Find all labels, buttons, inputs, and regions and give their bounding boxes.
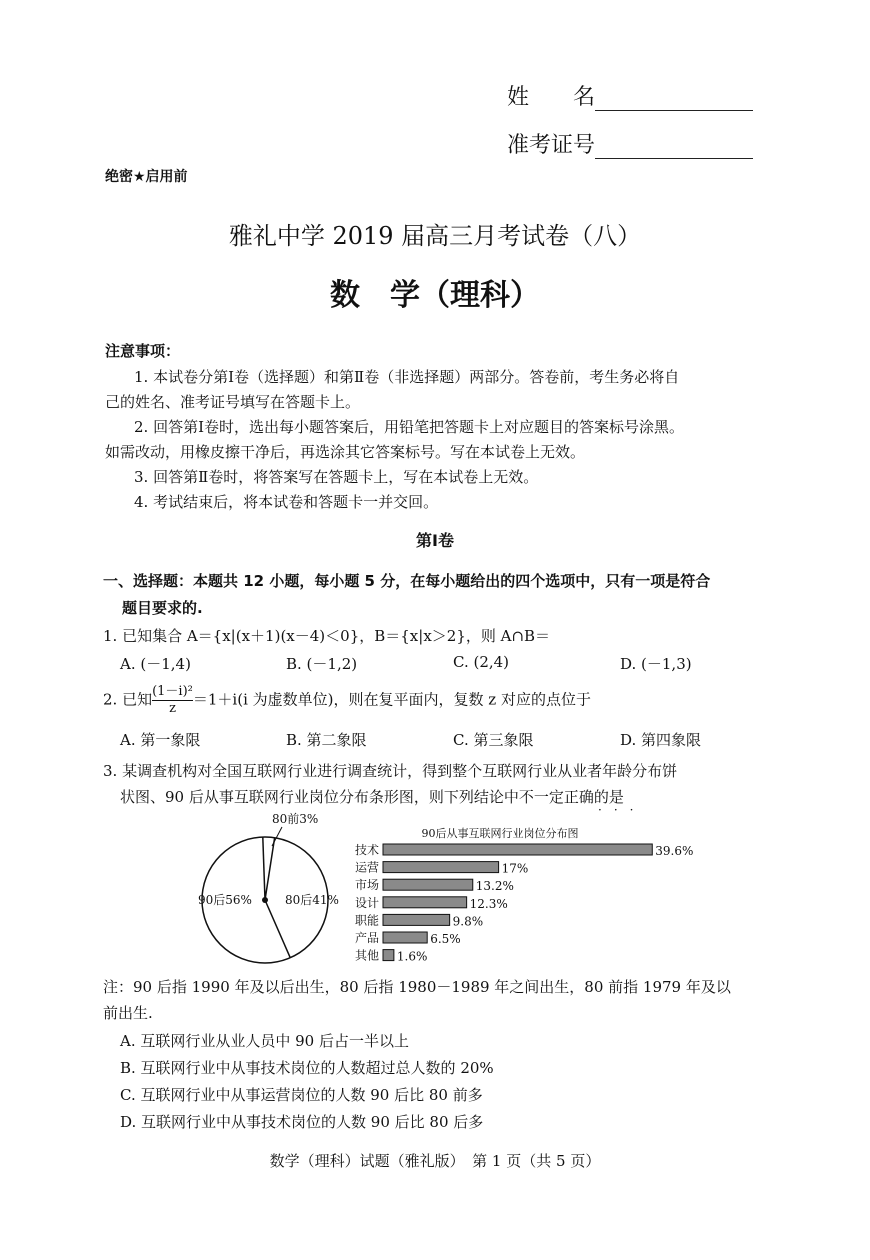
part-heading: 第Ⅰ卷: [416, 531, 454, 550]
bar: [383, 950, 394, 961]
q2-denominator: z: [169, 701, 176, 716]
name-blank: [595, 88, 753, 111]
bar: [383, 932, 427, 943]
bar: [383, 844, 652, 855]
q3-stem-cont: 状图、90 后从事互联网行业岗位分布条形图，则下列结论中不一定正确的是: [120, 788, 624, 806]
pie-label: 90后56%: [198, 893, 252, 907]
q2-pre: 2. 已知: [103, 690, 153, 709]
bar: [383, 897, 467, 908]
note-item: 如需改动，用橡皮擦干净后，再选涂其它答案标号。写在本试卷上无效。: [105, 443, 586, 461]
pie-label: 80前3%: [272, 812, 319, 826]
age-pie-chart: [198, 812, 339, 963]
note-item: 4. 考试结束后，将本试卷和答题卡一并交回。: [134, 493, 439, 511]
bar-value-label: 12.3%: [469, 896, 508, 911]
bar-value-label: 9.8%: [452, 914, 484, 929]
q2-stem: [103, 684, 591, 717]
q1-option-b: B. (－1,2): [286, 655, 358, 673]
job-bar-chart: [355, 826, 693, 964]
name-label: 姓 名: [507, 85, 596, 110]
q3-note: 注：90 后指 1990 年及以后出生，80 后指 1980－1989 年之间出生，80 前指 1979 年及以: [103, 978, 731, 996]
bar-chart-title: 90后从事互联网行业岗位分布图: [421, 827, 579, 840]
q3-stem: 3. 某调查机构对全国互联网行业进行调查统计，得到整个互联网行业从业者年龄分布饼: [103, 762, 678, 780]
q2-option-a: A. 第一象限: [120, 731, 201, 749]
bar-value-label: 13.2%: [475, 879, 514, 894]
bar-category-label: 设计: [354, 895, 379, 910]
q2-option-c: C. 第三象限: [453, 731, 534, 749]
id-blank: [595, 136, 753, 159]
pie-label-leader: [272, 827, 282, 846]
bar-category-label: 其他: [354, 948, 379, 963]
pie-slice-boundary: [263, 837, 265, 900]
bar-category-label: 运营: [354, 860, 379, 875]
bar-category-label: 职能: [354, 913, 379, 928]
id-field: [507, 128, 753, 159]
q2-numerator: (1－i)²: [152, 684, 193, 699]
bar-category-label: 技术: [354, 843, 379, 857]
q3-option-d: D. 互联网行业中从事技术岗位的人数 90 后比 80 后多: [120, 1113, 484, 1131]
bar-value-label: 1.6%: [396, 949, 428, 964]
bar-category-label: 产品: [354, 931, 379, 945]
bar: [383, 879, 473, 890]
note-item: 3. 回答第Ⅱ卷时，将答案写在答题卡上，写在本试卷上无效。: [134, 468, 539, 486]
exam-title: 雅礼中学 2019 届高三月考试卷（八）: [228, 222, 642, 250]
name-field: [507, 80, 753, 111]
q3-option-b: B. 互联网行业中从事技术岗位的人数超过总人数的 20%: [120, 1059, 494, 1077]
q2-fraction: [152, 684, 193, 717]
page-footer: 数学（理科）试题（雅礼版） 第 1 页（共 5 页）: [269, 1152, 601, 1170]
bar-category-label: 市场: [354, 878, 379, 893]
pie-slice-boundary: [265, 900, 290, 958]
note-item: 1. 本试卷分第Ⅰ卷（选择题）和第Ⅱ卷（非选择题）两部分。答卷前，考生务必将自: [134, 368, 680, 386]
q2-option-b: B. 第二象限: [286, 731, 367, 749]
section-heading-cont: 题目要求的.: [122, 599, 203, 617]
notes-heading: 注意事项：: [105, 342, 181, 360]
bar: [383, 862, 499, 873]
emphasis-dots: ···: [598, 803, 646, 817]
bar-value-label: 39.6%: [655, 844, 694, 858]
q1-option-c: C. (2,4): [453, 653, 510, 671]
id-label: 准考证号: [507, 133, 596, 158]
q1-option-a: A. (－1,4): [120, 655, 191, 673]
pie-center: [262, 897, 268, 903]
pie-slice-boundary: [265, 838, 275, 900]
bar: [383, 914, 450, 925]
subject-title: 数 学（理科）: [330, 278, 540, 313]
q3-option-c: C. 互联网行业中从事运营岗位的人数 90 后比 80 前多: [120, 1086, 483, 1104]
pie-label: 80后41%: [285, 893, 339, 907]
charts: [190, 808, 710, 973]
bar-value-label: 6.5%: [430, 932, 461, 946]
q1-option-d: D. (－1,3): [620, 655, 692, 673]
q3-option-a: A. 互联网行业从业人员中 90 后占一半以上: [120, 1032, 409, 1050]
secret-label: 绝密★启用前: [105, 169, 188, 185]
q1-stem: 1. 已知集合 A＝{x|(x＋1)(x－4)＜0}，B＝{x|x＞2}，则 A∩B＝: [103, 627, 551, 645]
note-item: 己的姓名、准考证号填写在答题卡上。: [105, 393, 361, 411]
q2-post: ＝1＋i(i 为虚数单位)，则在复平面内，复数 z 对应的点位于: [192, 690, 591, 709]
q2-option-d: D. 第四象限: [620, 731, 702, 749]
bar-value-label: 17%: [501, 861, 529, 876]
note-item: 2. 回答第Ⅰ卷时，选出每小题答案后，用铅笔把答题卡上对应题目的答案标号涂黑。: [134, 418, 685, 436]
section-heading: 一、选择题：本题共 12 小题，每小题 5 分，在每小题给出的四个选项中，只有一项是符合: [103, 572, 711, 590]
q3-note-cont: 前出生.: [103, 1004, 153, 1022]
